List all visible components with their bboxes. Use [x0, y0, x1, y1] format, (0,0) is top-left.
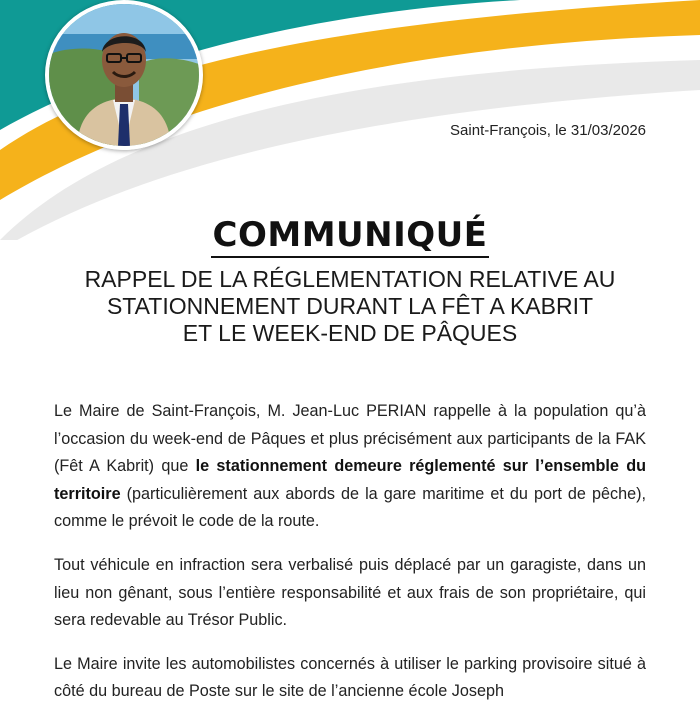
subtitle-line: ET LE WEEK-END DE PÂQUES — [182, 320, 518, 346]
subtitle-line: STATIONNEMENT DURANT LA FÊT A KABRIT — [106, 293, 594, 319]
portrait-icon — [49, 4, 199, 146]
page-title: COMMUNIQUÉ — [211, 215, 490, 258]
body-text — [54, 398, 646, 722]
subtitle-line: RAPPEL DE LA RÉGLEMENTATION RELATIVE AU — [84, 266, 616, 292]
paragraph-1 — [54, 398, 646, 536]
subtitle — [30, 266, 670, 347]
paragraph-1-bold: le stationnement demeure réglementé sur l’ensemble du territoire — [54, 457, 646, 503]
mayor-portrait — [45, 0, 203, 150]
paragraph-1-before: Le Maire de Saint-François, M. Jean-Luc PERIAN rappelle à la population qu’à l’occasion du week-end de Pâques et plus précisément aux participants de la FAK (Fêt A Kabrit) que — [54, 402, 646, 476]
date-line: Saint-François, le 31/03/2026 — [450, 122, 646, 139]
title-block — [0, 215, 700, 258]
paragraph-3: Le Maire invite les automobilistes concernés à utiliser le parking provisoire situé à côté du bureau de Poste sur le site de l’ancienne école Joseph — [54, 654, 646, 701]
paragraph-2: Tout véhicule en infraction sera verbalisé puis déplacé par un garagiste, dans un lieu non gênant, sous l’entière responsabilité et aux frais de son propriétaire, qui sera redevable au Trésor Public. — [54, 555, 646, 630]
paragraph-1-after: (particulièrement aux abords de la gare maritime et du port de pêche), comme le prévoit le code de la route. — [54, 484, 646, 531]
